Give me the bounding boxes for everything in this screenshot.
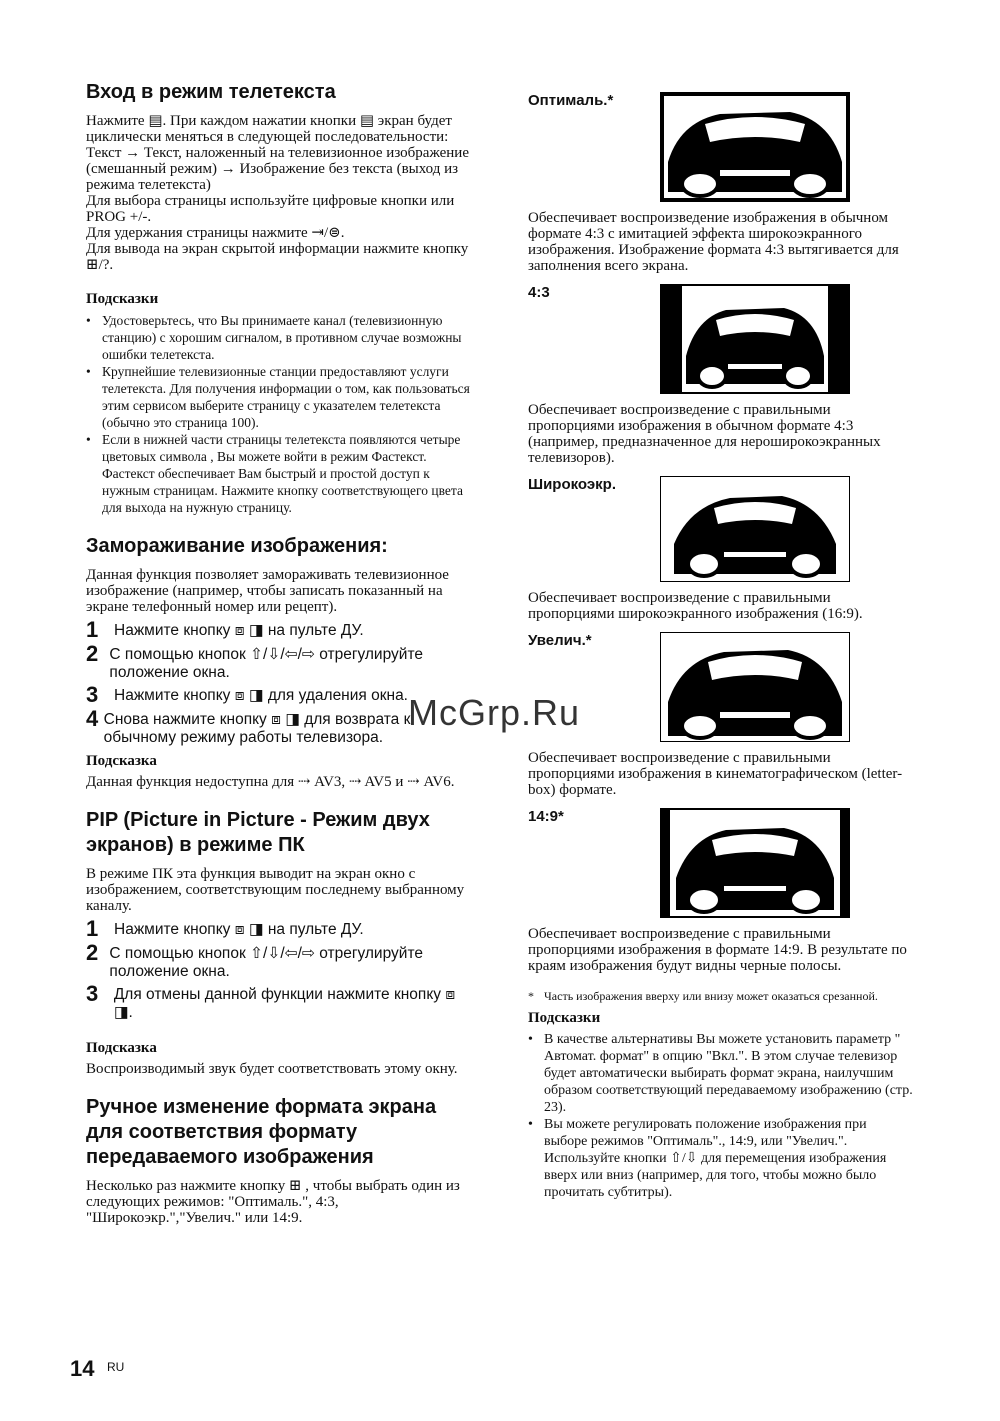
freeze-body: Данная функция позволяет замораживать телевизионное изображение (например, чтобы записать показанный на экране телефонный номер или рецепт). — [86, 567, 449, 615]
teletext-body-4: Для удержания страницы нажмите ⇥/⊜. — [86, 225, 345, 241]
pip-hint: Воспроизводимый звук будет соответствовать этому окну. — [86, 1061, 458, 1077]
mode-desc: Обеспечивает воспроизведение с правильными пропорциями изображения в формате 14:9. В результате по краям изображения будут видны черные полосы. — [528, 926, 907, 974]
car-image-149 — [660, 808, 850, 918]
page-language: RU — [107, 1360, 125, 1374]
mode-zoom — [528, 632, 913, 742]
mode-desc: Обеспечивает воспроизведение с правильными пропорциями широкоэкранного изображения (16:9). — [528, 590, 863, 622]
mode-label: 4:3 — [528, 284, 550, 301]
teletext-hints-title: Подсказки — [86, 291, 159, 307]
step-item: 2 С помощью кнопок ⇧/⇩/⇦/⇨ отрегулируйте положение окна. — [86, 641, 423, 681]
right-hints-title: Подсказки — [528, 1010, 601, 1026]
manual-format-title: Ручное изменение формата экрана для соответствия формату передаваемого изображения — [86, 1096, 437, 1168]
step-item: 2 С помощью кнопок ⇧/⇩/⇦/⇨ отрегулируйте положение окна. — [86, 940, 423, 980]
watermark: McGrp.Ru — [408, 692, 581, 733]
step-item: 1 Нажмите кнопку ⧈ ◨ на пульте ДУ. — [86, 916, 364, 941]
freeze-hint: Данная функция недоступна для ⇢ AV3, ⇢ AV5 и ⇢ AV6. — [86, 774, 455, 790]
car-image-43 — [660, 284, 850, 394]
teletext-title: Вход в режим телетекста — [86, 81, 336, 103]
right-column — [528, 92, 913, 1201]
manual-format-body: Несколько раз нажмите кнопку ⊞ , чтобы выбрать один из следующих режимов: "Оптималь.", 4:3, "Широкоэкр.","Увелич." или 14:9. — [86, 1178, 460, 1226]
step-item: 3 Для отмены данной функции нажмите кнопку ⧈ ◨. — [86, 981, 456, 1021]
teletext-body-3: Для выбора страницы используйте цифровые кнопки или PROG +/-. — [86, 193, 455, 225]
list-item: • Крупнейшие телевизионные станции предоставляют услуги телетекста. Для получения информации о том, как пользоваться этим сервисом выберите страницу с указателем телетекста (обычно это страница 100). — [86, 363, 476, 431]
pip-body: В режиме ПК эта функция выводит на экран окно с изображением, соответствующим последнему выбранному каналу. — [86, 866, 465, 914]
step-item: 3 Нажмите кнопку ⧈ ◨ для удаления окна. — [86, 682, 408, 707]
teletext-hints-list — [86, 312, 476, 516]
mode-label: Увелич.* — [528, 632, 592, 649]
pip-hint-title: Подсказка — [86, 1040, 157, 1056]
mode-desc: Обеспечивает воспроизведение изображения в обычном формате 4:3 с имитацией эффекта широкоэкранного изображения. Изображение формата 4:3 вытягивается для заполнения всего экрана. — [528, 210, 899, 274]
mode-optimal — [528, 92, 913, 202]
pip-title: PIP (Picture in Picture - Режим двух экранов) в режиме ПК — [86, 809, 430, 856]
mode-label: 14:9* — [528, 808, 564, 825]
car-image-optimal — [660, 92, 850, 202]
list-item: • Удостоверьтесь, что Вы принимаете канал (телевизионную станцию) с хорошим сигналом, в противном случае возможны ошибки телетекста. — [86, 312, 476, 363]
car-image-zoom — [660, 632, 850, 742]
step-item: 1 Нажмите кнопку ⧈ ◨ на пульте ДУ. — [86, 617, 364, 642]
step-item: 4 Снова нажмите кнопку ⧈ ◨ для возврата к обычному режиму работы телевизора. — [86, 706, 411, 746]
teletext-body-1: Нажмите ▤. При каждом нажатии кнопки ▤ экран будет циклически меняться в следующей последовательности: — [86, 113, 452, 145]
list-item: • Если в нижней части страницы телетекста появляются четыре цветовых символа , Вы можете войти в режим Фастекст. Фастекст обеспечивает Вам быстрый и простой доступ к нужным страницам. Нажмите кнопку соответствующего цвета для выхода на нужную страницу. — [86, 431, 476, 516]
left-column — [86, 80, 476, 1226]
right-hints-list — [528, 1031, 913, 1201]
mode-desc: Обеспечивает воспроизведение с правильными пропорциями изображения в обычном формате 4:3 (например, предназначенное для нероширокоэкранных телевизоров). — [528, 402, 881, 466]
mode-wide — [528, 476, 913, 582]
teletext-body-5: Для вывода на экран скрытой информации нажмите кнопку ⊞/?. — [86, 241, 469, 273]
teletext-body-2: Текст → Текст, наложенный на телевизионное изображение (смешанный режим) → Изображение без текста (выход из режима телетекста) — [86, 145, 469, 193]
freeze-hint-title: Подсказка — [86, 753, 157, 769]
footnote: * Часть изображения вверху или внизу может оказаться срезанной. — [528, 989, 878, 1003]
page-number: 14 — [70, 1356, 95, 1381]
pip-steps — [86, 918, 476, 1022]
freeze-title: Замораживание изображения: — [86, 535, 388, 557]
mode-149 — [528, 808, 913, 918]
list-item: • Вы можете регулировать положение изображения при выборе режимов "Оптималь"., 14:9, или "Увелич.". Используйте кнопки ⇧/⇩ для перемещения изображения вверх или вниз (например, для того, чтобы можно было прочитать субтитры). — [528, 1116, 913, 1201]
mode-desc: Обеспечивает воспроизведение с правильными пропорциями изображения в кинематографическом (letter-box) формате. — [528, 750, 903, 798]
car-image-wide — [660, 476, 850, 582]
list-item: • В качестве альтернативы Вы можете установить параметр " Автомат. формат" в опцию "Вкл.". В этом случае телевизор будет автоматически выбирать формат экрана, наилучшим образом соответствующий передаваемому изображению (стр. 23). — [528, 1031, 913, 1116]
mode-label: Оптималь.* — [528, 92, 614, 109]
mode-label: Широкоэкр. — [528, 476, 617, 493]
mode-43 — [528, 284, 913, 394]
